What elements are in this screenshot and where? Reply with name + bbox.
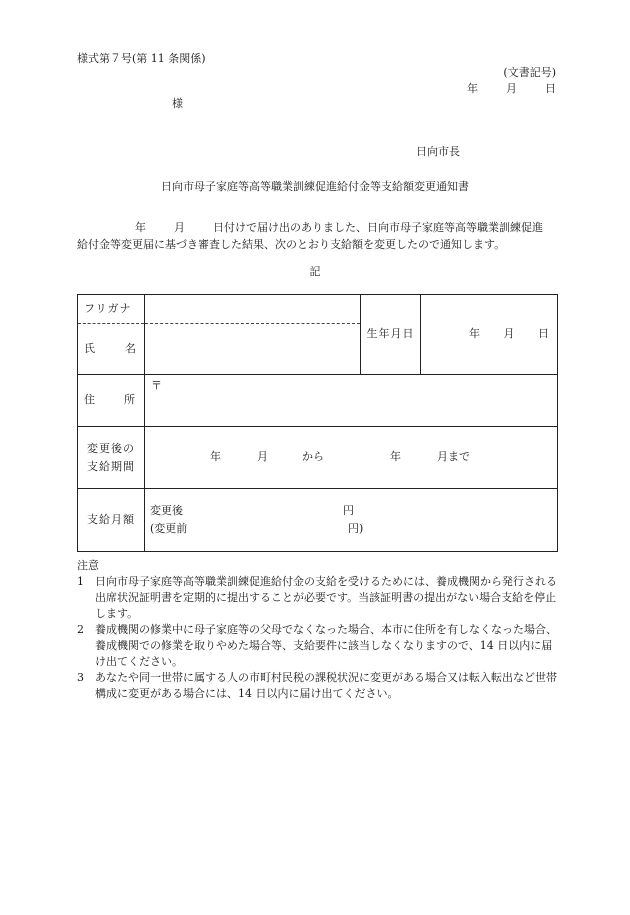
furigana-field[interactable] <box>145 295 361 324</box>
notes-heading: 注意 <box>77 559 99 572</box>
note-text: あなたや同一世帯に属する人の市町村民税の課税状況に変更がある場合又は転入転出など世帯構成に変更がある場合には、14 日以内に届け出てください。 <box>95 671 557 700</box>
period-label <box>78 427 145 489</box>
period-label-line2: 支給期間 <box>87 459 135 473</box>
dob-day: 日 <box>538 327 549 341</box>
sender-name: 日向市長 <box>416 145 460 158</box>
dob-label: 生年月日 <box>361 295 421 375</box>
name-label <box>78 324 145 375</box>
name-label-1: 氏 <box>84 341 96 355</box>
note-item <box>77 622 561 670</box>
issue-date-month: 月 <box>506 82 517 95</box>
note-number: 1 <box>77 575 84 588</box>
body-text-2: 給付金等変更届に基づき審査した結果、次のとおり支給額を変更したので通知します。 <box>77 238 506 251</box>
note-item <box>77 574 561 622</box>
name-field[interactable] <box>145 324 361 375</box>
furigana-label <box>78 295 145 324</box>
amount-field[interactable] <box>145 489 558 552</box>
note-item <box>77 670 561 702</box>
recipient-suffix: 様 <box>172 97 183 110</box>
address-label-1: 住 <box>84 393 96 407</box>
period-label-line1: 変更後の <box>87 441 135 455</box>
period-year-1: 年 <box>210 450 221 464</box>
note-text: 日向市母子家庭等高等職業訓練促進給付金の支給を受けるためには、養成機関から発行される出席状況証明書を定期的に提出することが必要です。当該証明書の提出がない場合支給を停止します。 <box>95 575 557 620</box>
issue-date-year: 年 <box>467 82 478 95</box>
note-number: 3 <box>77 671 84 684</box>
dob-field[interactable] <box>421 295 558 375</box>
document-number: (文書記号) <box>503 66 556 79</box>
name-label-2: 名 <box>125 341 137 355</box>
period-field[interactable] <box>145 427 558 489</box>
body-month: 月 <box>174 221 185 234</box>
note-text: 養成機関の修業中に母子家庭等の父母でなくなった場合、本市に住所を有しなくなった場合、養成機関での修業を取りやめた場合等、支給要件に該当しなくなりますので、14 日以内に届け出てください。 <box>95 623 557 668</box>
address-field[interactable] <box>145 375 558 427</box>
form-number: 様式第７号(第 11 条関係) <box>77 52 206 65</box>
amount-after-yen: 円 <box>343 504 354 517</box>
issue-date-day: 日 <box>545 82 556 95</box>
document-title: 日向市母子家庭等高等職業訓練促進給付金等支給額変更通知書 <box>161 180 469 193</box>
issue-date <box>467 82 556 96</box>
period-year-2: 年 <box>390 450 401 464</box>
dob-year: 年 <box>469 327 480 341</box>
note-number: 2 <box>77 623 84 636</box>
period-month-1: 月 <box>257 450 268 464</box>
amount-before-label: (変更前 <box>150 522 188 535</box>
address-label-2: 所 <box>124 393 136 407</box>
furigana-label-text: フリガナ <box>84 301 132 315</box>
body-year: 年 <box>135 221 146 234</box>
period-until: 月まで <box>437 450 470 464</box>
body-paragraph <box>77 219 557 253</box>
info-table <box>77 294 558 552</box>
amount-before-yen: 円) <box>348 522 364 535</box>
dob-month: 月 <box>503 327 515 341</box>
ki-marker: 記 <box>309 265 321 278</box>
address-label <box>78 375 145 427</box>
amount-after-label: 変更後 <box>150 504 183 517</box>
amount-label: 支給月額 <box>78 489 145 552</box>
body-text-1: 日付けで届け出のありました、日向市母子家庭等高等職業訓練促進 <box>213 221 543 234</box>
notes-section <box>77 558 561 702</box>
period-from: から <box>302 450 324 464</box>
postal-mark: 〒 <box>151 379 162 392</box>
